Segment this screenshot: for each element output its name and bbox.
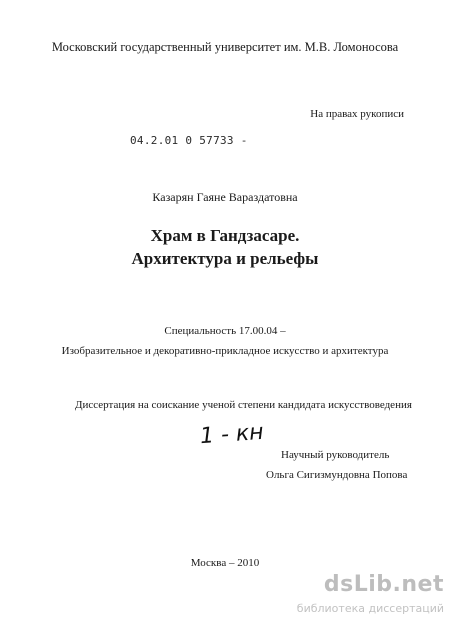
handwritten-mark: 1 - кн — [199, 419, 265, 450]
university-name: Московский государственный университет им. М.В. Ломоносова — [51, 40, 399, 54]
watermark-logo-text: dsLib.net — [323, 572, 444, 597]
degree-statement: Диссертация на соискание ученой степени кандидата искусствоведения — [75, 399, 412, 411]
rights-note: На правах рукописи — [310, 108, 404, 120]
dslib-watermark-logo[interactable] — [296, 572, 448, 618]
title-line-2: Архитектура и рельефы — [131, 249, 319, 268]
advisor-name: Ольга Сигизмундовна Попова — [266, 469, 408, 481]
specialty-description: Изобразительное и декоративно-прикладное искусство и архитектура — [61, 345, 389, 357]
title-line-1: Храм в Гандзасаре. — [150, 226, 300, 245]
watermark-tagline: библиотека диссертаций — [296, 602, 444, 615]
city-year: Москва – 2010 — [190, 557, 260, 569]
archive-stamp-number: 04.2.01 0 57733 - — [130, 134, 248, 147]
specialty-code: Специальность 17.00.04 – — [164, 325, 286, 337]
dissertation-title — [0, 224, 450, 270]
advisor-label: Научный руководитель — [281, 449, 390, 461]
author-name: Казарян Гаяне Вараздатовна — [152, 190, 298, 204]
